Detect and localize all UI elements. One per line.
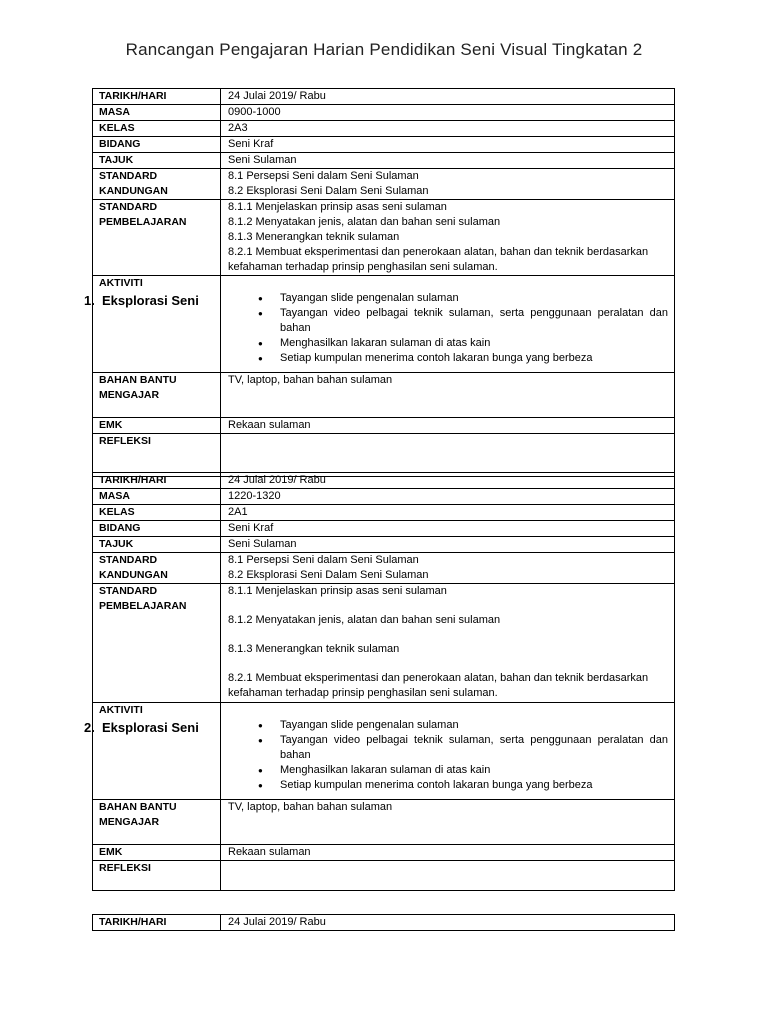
value-aktiviti (221, 276, 675, 373)
value-kelas: 2A3 (221, 121, 675, 137)
label-standard-pembelajaran (93, 584, 221, 703)
sp-item: 8.1.1 Menjelaskan prinsip asas seni sulaman (228, 201, 447, 213)
aktiviti-item: ● Tayangan video pelbagai teknik sulaman, serta penggunaan peralatan dan bahan (280, 306, 668, 336)
aktiviti-number: 1. (84, 293, 95, 308)
sp-item: 8.1.3 Menerangkan teknik sulaman (228, 643, 400, 655)
row-bidang (93, 137, 675, 153)
value-aktiviti (221, 703, 675, 800)
row-emk (93, 845, 675, 861)
value-tajuk: Seni Sulaman (221, 153, 675, 169)
label-bahan-2: MENGAJAR (99, 389, 160, 401)
sp-item: 8.2.1 Membuat eksperimentasi dan penerokaan alatan, bahan dan teknik berdasarkan kefahaman terhadap prinsip penghasilan seni sulaman. (228, 672, 649, 699)
label-bahan-bantu (93, 800, 221, 845)
cell-aktiviti (84, 703, 221, 800)
label-pembelajaran: PEMBELAJARAN (99, 216, 187, 228)
value-refleksi[interactable] (221, 861, 675, 891)
aktiviti-list (228, 718, 668, 793)
label-refleksi: REFLEKSI (93, 861, 221, 891)
aktiviti-item: ● Setiap kumpulan menerima contoh lakaran bunga yang berbeza (280, 778, 668, 793)
sk-item: 8.2 Eksplorasi Seni Dalam Seni Sulaman (228, 569, 429, 581)
value-standard-pembelajaran (221, 584, 675, 703)
aktiviti-item: ● Tayangan slide pengenalan sulaman (280, 291, 668, 306)
aktiviti-number: 2. (84, 720, 95, 735)
sp-item: 8.1.3 Menerangkan teknik sulaman (228, 231, 400, 243)
sp-item: 8.1.1 Menjelaskan prinsip asas seni sulaman (228, 585, 447, 597)
row-tarikh (93, 915, 675, 931)
label-standard: STANDARD (99, 585, 158, 597)
row-standard-kandungan (93, 553, 675, 584)
row-emk (93, 418, 675, 434)
aktiviti-item: ● Menghasilkan lakaran sulaman di atas kain (280, 763, 668, 778)
value-tajuk: Seni Sulaman (221, 537, 675, 553)
label-standard-kandungan (93, 169, 221, 200)
value-bidang: Seni Kraf (221, 137, 675, 153)
aktiviti-title (84, 293, 254, 308)
label-aktiviti: AKTIVITI (99, 277, 143, 289)
label-standard: STANDARD (99, 201, 158, 213)
sp-item: 8.1.2 Menyatakan jenis, alatan dan bahan seni sulaman (228, 614, 501, 626)
aktiviti-list (228, 291, 668, 366)
label-tarikh: TARIKH/HARI (93, 915, 221, 931)
value-bahan-bantu: TV, laptop, bahan bahan sulaman (221, 373, 675, 418)
label-bahan-bantu (93, 373, 221, 418)
row-masa (93, 489, 675, 505)
label-aktiviti: AKTIVITI (99, 704, 143, 716)
value-standard-pembelajaran (221, 200, 675, 276)
row-tajuk (93, 153, 675, 169)
label-kandungan: KANDUNGAN (99, 569, 168, 581)
aktiviti-title (84, 720, 254, 735)
value-tarikh: 24 Julai 2019/ Rabu (221, 915, 675, 931)
label-refleksi: REFLEKSI (93, 434, 221, 477)
label-standard: STANDARD (99, 554, 158, 566)
row-standard-pembelajaran (93, 200, 675, 276)
row-tarikh (93, 473, 675, 489)
sk-item: 8.1 Persepsi Seni dalam Seni Sulaman (228, 170, 419, 182)
label-tarikh: TARIKH/HARI (93, 89, 221, 105)
label-emk: EMK (93, 845, 221, 861)
spacer (228, 599, 668, 613)
lesson-table-3 (92, 914, 675, 931)
sk-item: 8.2 Eksplorasi Seni Dalam Seni Sulaman (228, 185, 429, 197)
value-standard-kandungan (221, 169, 675, 200)
lesson-table-2 (84, 472, 675, 891)
label-standard-kandungan (93, 553, 221, 584)
sp-item: 8.1.2 Menyatakan jenis, alatan dan bahan seni sulaman (228, 216, 501, 228)
label-kelas: KELAS (93, 121, 221, 137)
spacer (228, 628, 668, 642)
label-masa: MASA (93, 489, 221, 505)
value-emk: Rekaan sulaman (221, 845, 675, 861)
label-bahan-2: MENGAJAR (99, 816, 160, 828)
label-emk: EMK (93, 418, 221, 434)
aktiviti-item: ● Menghasilkan lakaran sulaman di atas kain (280, 336, 668, 351)
value-refleksi[interactable] (221, 434, 675, 477)
value-tarikh: 24 Julai 2019/ Rabu (221, 89, 675, 105)
label-tajuk: TAJUK (93, 153, 221, 169)
value-tarikh: 24 Julai 2019/ Rabu (221, 473, 675, 489)
row-aktiviti (93, 276, 675, 373)
label-masa: MASA (93, 105, 221, 121)
row-tajuk (93, 537, 675, 553)
row-bidang (93, 521, 675, 537)
spacer (228, 657, 668, 671)
row-standard-pembelajaran (93, 584, 675, 703)
label-bahan-1: BAHAN BANTU (99, 374, 177, 386)
aktiviti-item: ● Tayangan video pelbagai teknik sulaman, serta penggunaan peralatan dan bahan (280, 733, 668, 763)
value-bahan-bantu: TV, laptop, bahan bahan sulaman (221, 800, 675, 845)
label-kelas: KELAS (93, 505, 221, 521)
aktiviti-title-text: Eksplorasi Seni (102, 293, 199, 308)
label-standard-pembelajaran (93, 200, 221, 276)
aktiviti-title-text: Eksplorasi Seni (102, 720, 199, 735)
value-emk: Rekaan sulaman (221, 418, 675, 434)
label-pembelajaran: PEMBELAJARAN (99, 600, 187, 612)
label-standard: STANDARD (99, 170, 158, 182)
page-title: Rancangan Pengajaran Harian Pendidikan Seni Visual Tingkatan 2 (125, 40, 643, 59)
value-kelas: 2A1 (221, 505, 675, 521)
sk-item: 8.1 Persepsi Seni dalam Seni Sulaman (228, 554, 419, 566)
aktiviti-item: ● Tayangan slide pengenalan sulaman (280, 718, 668, 733)
row-refleksi (93, 861, 675, 891)
row-bahan-bantu (93, 800, 675, 845)
label-tarikh: TARIKH/HARI (93, 473, 221, 489)
value-bidang: Seni Kraf (221, 521, 675, 537)
value-masa: 1220-1320 (221, 489, 675, 505)
label-bidang: BIDANG (93, 521, 221, 537)
value-standard-kandungan (221, 553, 675, 584)
row-masa (93, 105, 675, 121)
cell-aktiviti (84, 276, 221, 373)
value-masa: 0900-1000 (221, 105, 675, 121)
row-tarikh (93, 89, 675, 105)
aktiviti-item: ● Setiap kumpulan menerima contoh lakaran bunga yang berbeza (280, 351, 668, 366)
lesson-table-1 (84, 88, 675, 477)
label-bahan-1: BAHAN BANTU (99, 801, 177, 813)
row-kelas (93, 505, 675, 521)
row-standard-kandungan (93, 169, 675, 200)
label-kandungan: KANDUNGAN (99, 185, 168, 197)
sp-item: 8.2.1 Membuat eksperimentasi dan penerokaan alatan, bahan dan teknik berdasarkan kefahaman terhadap prinsip penghasilan seni sulaman. (228, 246, 649, 273)
row-aktiviti (93, 703, 675, 800)
row-refleksi (93, 434, 675, 477)
row-bahan-bantu (93, 373, 675, 418)
label-tajuk: TAJUK (93, 537, 221, 553)
row-kelas (93, 121, 675, 137)
label-bidang: BIDANG (93, 137, 221, 153)
